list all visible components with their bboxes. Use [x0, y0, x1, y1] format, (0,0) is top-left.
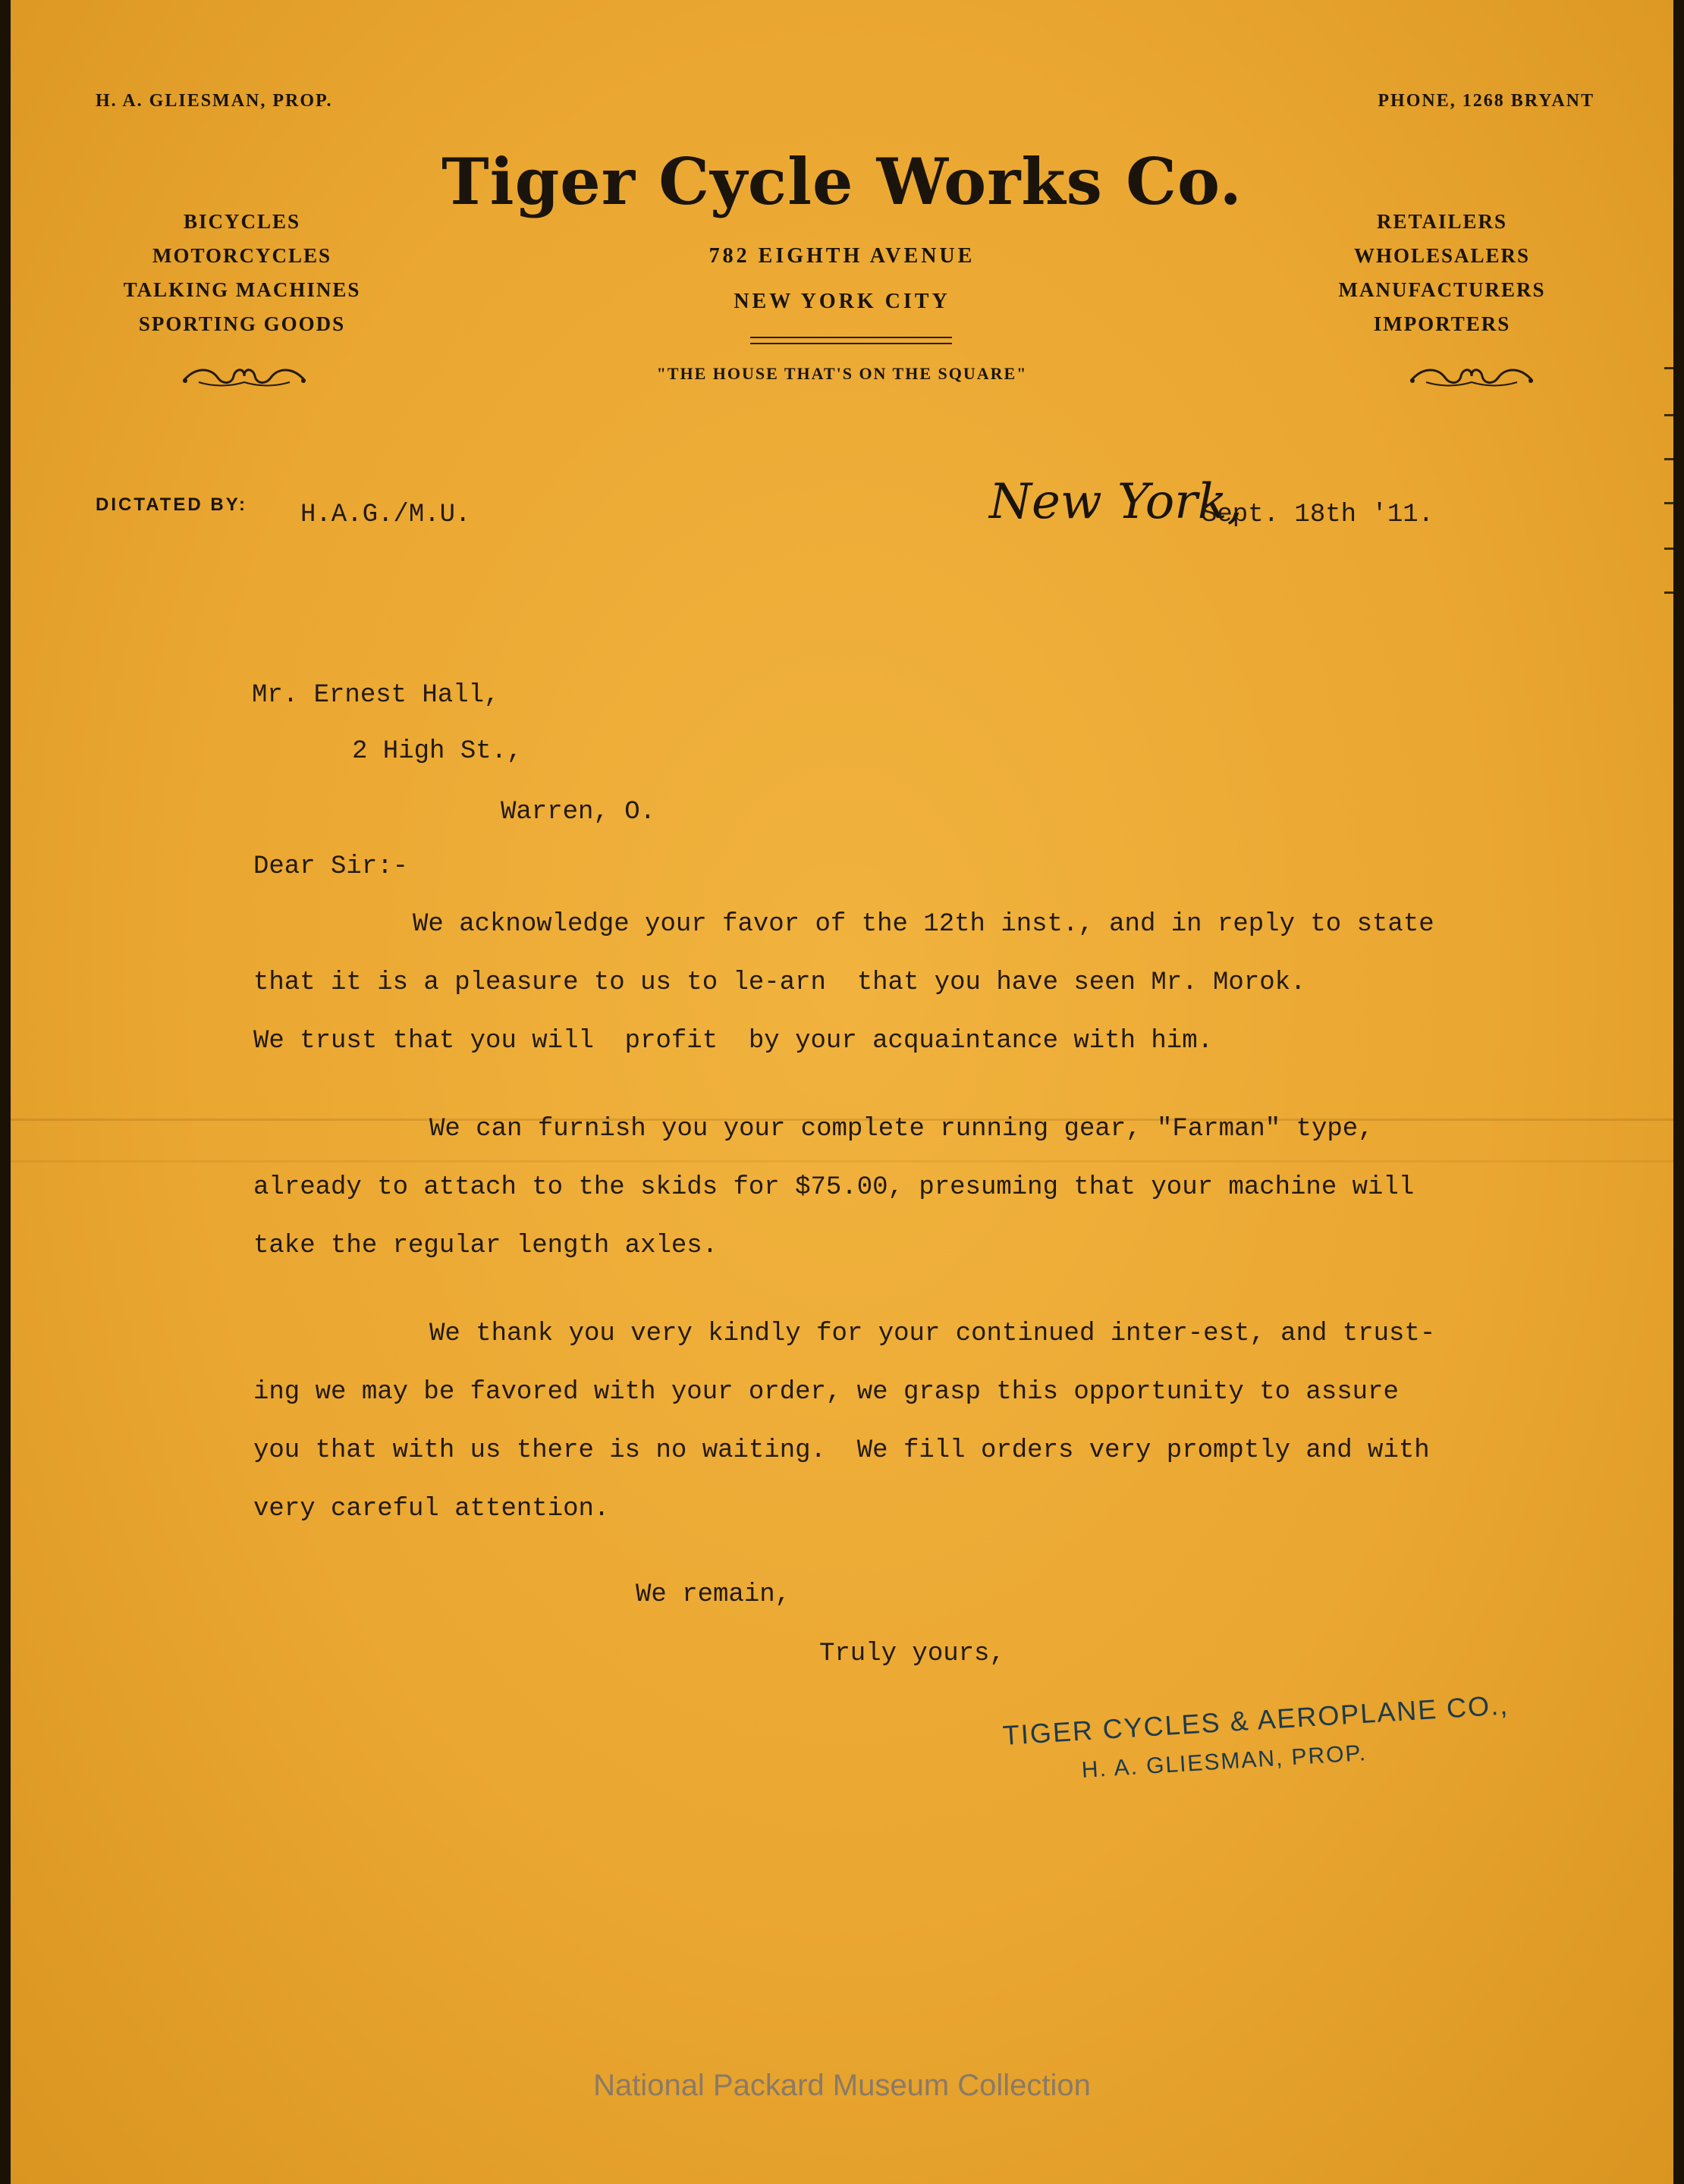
trades-list [1279, 205, 1605, 341]
collection-watermark: National Packard Museum Collection [593, 2069, 1091, 2102]
body-line: We acknowledge your favor of the 12th inst., and in reply to state [413, 910, 1434, 939]
divider-rule [750, 343, 952, 344]
dictated-by-label: DICTATED BY: [96, 494, 247, 515]
body-line: that it is a pleasure to us to le-arn that you have seen Mr. Morok. [253, 968, 1306, 997]
products-list [79, 205, 405, 341]
recipient-name: Mr. Ernest Hall, [252, 681, 500, 710]
body-line: you that with us there is no waiting. We fill orders very promptly and with [253, 1436, 1430, 1465]
product-item: MOTORCYCLES [152, 244, 332, 267]
street-address: 782 EIGHTH AVENUE [708, 244, 976, 268]
city-address: NEW YORK CITY [734, 290, 950, 313]
edge-mark [1664, 548, 1673, 550]
proprietor-line: H. A. GLIESMAN, PROP. [96, 91, 333, 111]
body-line: We thank you very kindly for your continued inter-est, and trust- [429, 1320, 1436, 1348]
recipient-street: 2 High St., [352, 737, 523, 766]
company-name: Tiger Cycle Works Co. [441, 144, 1243, 219]
closing-remain: We remain, [636, 1580, 791, 1609]
product-item: TALKING MACHINES [123, 278, 361, 301]
body-line: take the regular length axles. [253, 1232, 718, 1260]
letter-page [11, 0, 1673, 2184]
letter-date: Sept. 18th '11. [1202, 500, 1434, 529]
product-item: SPORTING GOODS [138, 312, 346, 335]
paper-fold-line [11, 1160, 1673, 1163]
body-line: already to attach to the skids for $75.00, presuming that your machine will [253, 1173, 1415, 1202]
body-line: very careful attention. [253, 1495, 610, 1523]
body-line: ing we may be favored with your order, we grasp this opportunity to assure [253, 1378, 1399, 1407]
place-name: New York, [989, 474, 1243, 530]
flourish-ornament-icon [176, 359, 313, 393]
edge-mark [1664, 414, 1673, 416]
phone-line: PHONE, 1268 BRYANT [1378, 91, 1594, 111]
company-motto: "THE HOUSE THAT'S ON THE SQUARE" [656, 364, 1028, 383]
divider-rule [750, 337, 952, 338]
trade-item: WHOLESALERS [1353, 244, 1531, 267]
body-line: We trust that you will profit by your acquaintance with him. [253, 1027, 1214, 1056]
closing-yours: Truly yours, [819, 1640, 1005, 1668]
edge-mark [1664, 592, 1673, 594]
company-stamp-line: H. A. GLIESMAN, PROP. [1080, 1740, 1368, 1783]
trade-item: RETAILERS [1376, 210, 1508, 233]
salutation: Dear Sir:- [253, 852, 409, 881]
edge-mark [1664, 458, 1673, 460]
edge-mark [1664, 502, 1673, 504]
flourish-ornament-icon [1403, 359, 1540, 393]
trade-item: IMPORTERS [1373, 312, 1511, 335]
trade-item: MANUFACTURERS [1338, 278, 1546, 301]
recipient-city: Warren, O. [501, 798, 656, 827]
company-stamp-line: TIGER CYCLES & AEROPLANE CO., [1001, 1689, 1510, 1751]
body-line: We can furnish you your complete running gear, "Farman" type, [429, 1115, 1374, 1144]
dictation-initials: H.A.G./M.U. [300, 500, 471, 529]
product-item: BICYCLES [183, 210, 301, 233]
